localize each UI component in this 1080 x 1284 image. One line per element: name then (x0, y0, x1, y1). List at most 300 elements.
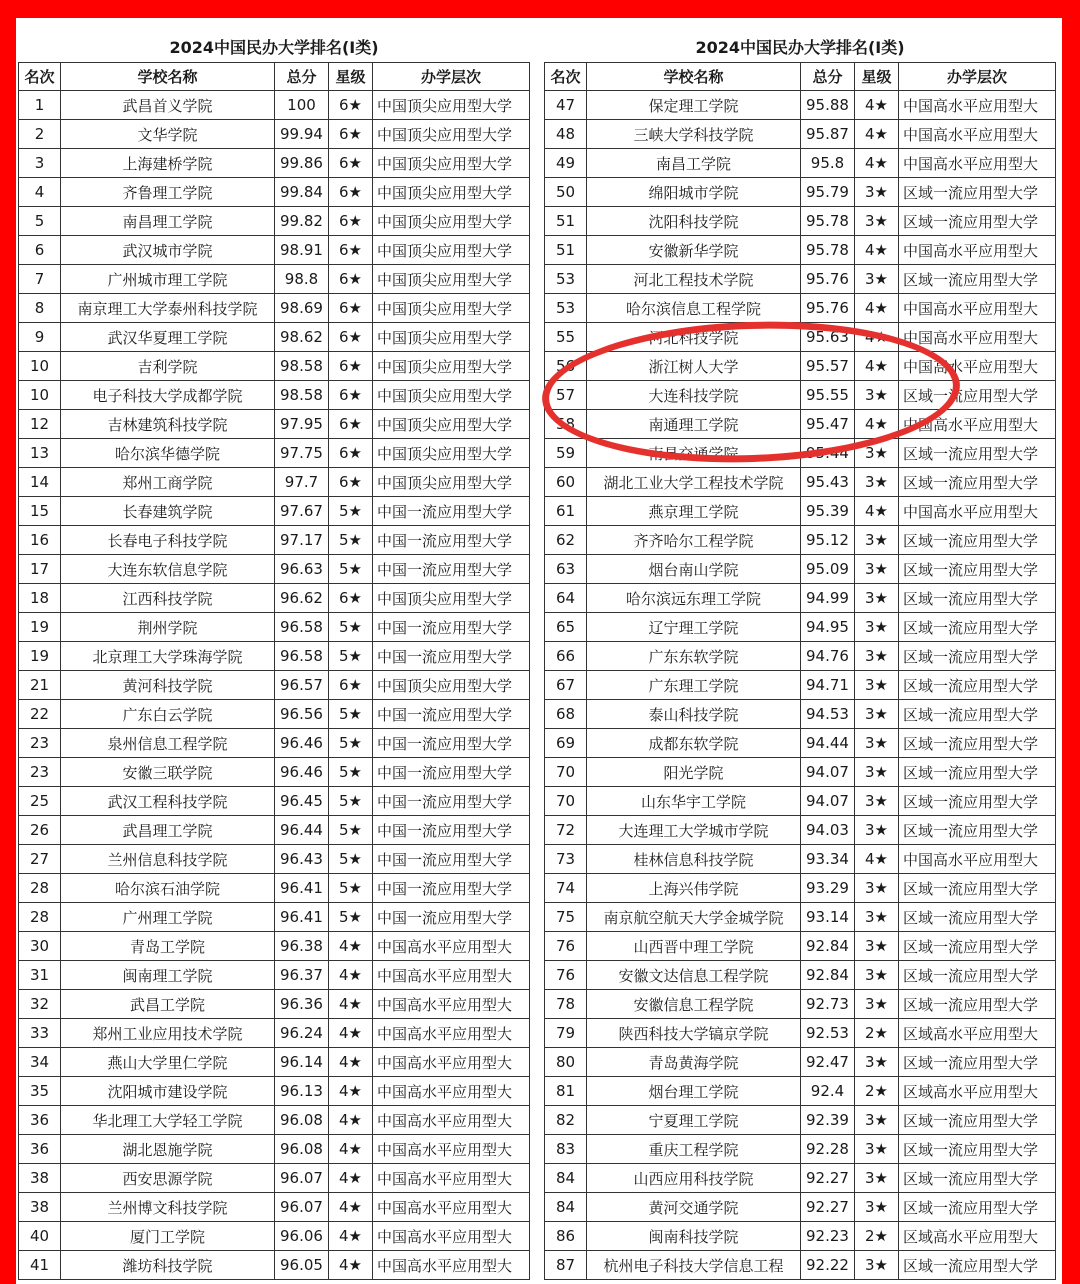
level-cell: 中国一流应用型大学 (372, 497, 530, 526)
score-cell: 96.13 (274, 1077, 328, 1106)
rank-cell: 5 (18, 207, 60, 236)
star-cell: 4★ (854, 845, 898, 874)
level-header: 办学层次 (372, 62, 530, 91)
table-header-row (18, 62, 530, 91)
table-row (544, 758, 1056, 787)
table-row (544, 642, 1056, 671)
star-cell: 6★ (328, 265, 372, 294)
level-cell: 中国高水平应用型大 (898, 120, 1056, 149)
level-cell: 中国顶尖应用型大学 (372, 265, 530, 294)
table-row (18, 642, 530, 671)
star-cell: 4★ (328, 1222, 372, 1251)
school-name-cell: 保定理工学院 (586, 91, 800, 120)
star-cell: 4★ (328, 1193, 372, 1222)
score-cell: 95.09 (800, 555, 854, 584)
star-cell: 3★ (854, 468, 898, 497)
school-name-header: 学校名称 (586, 62, 800, 91)
star-cell: 4★ (854, 352, 898, 381)
school-name-cell: 厦门工学院 (60, 1222, 274, 1251)
table-row (544, 845, 1056, 874)
score-cell: 98.69 (274, 294, 328, 323)
rank-cell: 53 (544, 265, 586, 294)
rank-cell: 81 (544, 1077, 586, 1106)
score-cell: 95.63 (800, 323, 854, 352)
rank-cell: 22 (18, 700, 60, 729)
level-cell: 中国高水平应用型大 (372, 1164, 530, 1193)
school-name-cell: 烟台南山学院 (586, 555, 800, 584)
school-name-cell: 桂林信息科技学院 (586, 845, 800, 874)
score-cell: 96.37 (274, 961, 328, 990)
table-row (544, 410, 1056, 439)
level-cell: 区域一流应用型大学 (898, 439, 1056, 468)
table-row (544, 178, 1056, 207)
table-row (544, 1251, 1056, 1280)
rank-cell: 31 (18, 961, 60, 990)
rank-cell: 57 (544, 381, 586, 410)
table-row (18, 758, 530, 787)
score-cell: 95.44 (800, 439, 854, 468)
rank-cell: 12 (18, 410, 60, 439)
rank-cell: 82 (544, 1106, 586, 1135)
star-cell: 4★ (328, 990, 372, 1019)
table-row (18, 700, 530, 729)
star-cell: 6★ (328, 468, 372, 497)
score-cell: 96.45 (274, 787, 328, 816)
table-row (18, 1077, 530, 1106)
star-cell: 3★ (854, 758, 898, 787)
star-cell: 3★ (854, 729, 898, 758)
rank-cell: 36 (18, 1135, 60, 1164)
star-cell: 4★ (328, 1019, 372, 1048)
score-cell: 95.79 (800, 178, 854, 207)
school-name-cell: 南通理工学院 (586, 410, 800, 439)
level-cell: 中国高水平应用型大 (372, 1019, 530, 1048)
star-cell: 3★ (854, 381, 898, 410)
rank-cell: 67 (544, 671, 586, 700)
school-name-cell: 武昌工学院 (60, 990, 274, 1019)
score-cell: 97.67 (274, 497, 328, 526)
table-row (18, 932, 530, 961)
rank-cell: 51 (544, 236, 586, 265)
school-name-cell: 燕京理工学院 (586, 497, 800, 526)
school-name-cell: 吉林建筑科技学院 (60, 410, 274, 439)
rank-cell: 60 (544, 468, 586, 497)
school-name-cell: 辽宁理工学院 (586, 613, 800, 642)
table-row (544, 323, 1056, 352)
score-cell: 94.44 (800, 729, 854, 758)
score-cell: 95.76 (800, 294, 854, 323)
school-name-cell: 山东华宇工学院 (586, 787, 800, 816)
score-cell: 92.27 (800, 1193, 854, 1222)
table-row (18, 352, 530, 381)
rank-cell: 15 (18, 497, 60, 526)
level-cell: 中国高水平应用型大 (372, 1222, 530, 1251)
table-row (544, 1222, 1056, 1251)
level-cell: 区域高水平应用型大 (898, 1222, 1056, 1251)
score-cell: 94.99 (800, 584, 854, 613)
table-row (544, 584, 1056, 613)
table-row (544, 236, 1056, 265)
school-name-cell: 青岛黄海学院 (586, 1048, 800, 1077)
level-cell: 中国顶尖应用型大学 (372, 294, 530, 323)
table-row (18, 323, 530, 352)
level-cell: 中国顶尖应用型大学 (372, 381, 530, 410)
star-header: 星级 (854, 62, 898, 91)
school-name-cell: 广东理工学院 (586, 671, 800, 700)
level-cell: 区域一流应用型大学 (898, 1106, 1056, 1135)
rank-cell: 2 (18, 120, 60, 149)
rank-cell: 58 (544, 410, 586, 439)
school-name-cell: 阳光学院 (586, 758, 800, 787)
score-cell: 97.95 (274, 410, 328, 439)
score-cell: 93.14 (800, 903, 854, 932)
level-cell: 中国高水平应用型大 (898, 294, 1056, 323)
score-cell: 98.58 (274, 381, 328, 410)
score-cell: 96.06 (274, 1222, 328, 1251)
star-cell: 6★ (328, 178, 372, 207)
score-cell: 92.84 (800, 932, 854, 961)
table-row (544, 990, 1056, 1019)
level-cell: 中国高水平应用型大 (372, 1135, 530, 1164)
table-row (18, 961, 530, 990)
school-name-cell: 闽南理工学院 (60, 961, 274, 990)
rank-cell: 79 (544, 1019, 586, 1048)
level-cell: 区域一流应用型大学 (898, 381, 1056, 410)
score-cell: 93.34 (800, 845, 854, 874)
rank-cell: 65 (544, 613, 586, 642)
level-cell: 中国顶尖应用型大学 (372, 91, 530, 120)
score-cell: 92.27 (800, 1164, 854, 1193)
rank-cell: 75 (544, 903, 586, 932)
score-cell: 92.22 (800, 1251, 854, 1280)
school-name-cell: 齐齐哈尔工程学院 (586, 526, 800, 555)
rank-cell: 55 (544, 323, 586, 352)
level-cell: 区域一流应用型大学 (898, 874, 1056, 903)
score-cell: 94.07 (800, 758, 854, 787)
star-cell: 4★ (854, 323, 898, 352)
table-row (18, 207, 530, 236)
rank-cell: 7 (18, 265, 60, 294)
score-cell: 95.87 (800, 120, 854, 149)
star-cell: 5★ (328, 816, 372, 845)
school-name-cell: 电子科技大学成都学院 (60, 381, 274, 410)
star-cell: 6★ (328, 207, 372, 236)
school-name-cell: 黄河交通学院 (586, 1193, 800, 1222)
school-name-cell: 吉利学院 (60, 352, 274, 381)
rank-cell: 16 (18, 526, 60, 555)
star-cell: 5★ (328, 526, 372, 555)
school-name-cell: 长春建筑学院 (60, 497, 274, 526)
star-cell: 4★ (854, 294, 898, 323)
star-cell: 3★ (854, 1048, 898, 1077)
school-name-cell: 武汉华夏理工学院 (60, 323, 274, 352)
level-cell: 区域一流应用型大学 (898, 1193, 1056, 1222)
school-name-cell: 文华学院 (60, 120, 274, 149)
score-cell: 96.05 (274, 1251, 328, 1280)
rank-cell: 10 (18, 381, 60, 410)
star-cell: 5★ (328, 555, 372, 584)
star-cell: 4★ (328, 1135, 372, 1164)
score-cell: 96.14 (274, 1048, 328, 1077)
school-name-cell: 大连科技学院 (586, 381, 800, 410)
level-cell: 中国高水平应用型大 (372, 1193, 530, 1222)
rank-cell: 80 (544, 1048, 586, 1077)
rank-cell: 76 (544, 961, 586, 990)
rank-cell: 6 (18, 236, 60, 265)
table-row (18, 1048, 530, 1077)
table-row (18, 1019, 530, 1048)
table-row (544, 1193, 1056, 1222)
level-cell: 中国一流应用型大学 (372, 903, 530, 932)
star-cell: 5★ (328, 758, 372, 787)
school-name-cell: 哈尔滨石油学院 (60, 874, 274, 903)
table-row (544, 381, 1056, 410)
table-row (18, 1251, 530, 1280)
school-name-cell: 武昌理工学院 (60, 816, 274, 845)
level-cell: 中国一流应用型大学 (372, 613, 530, 642)
level-cell: 中国高水平应用型大 (898, 497, 1056, 526)
ranking-table-right (544, 18, 1056, 1280)
school-name-cell: 黄河科技学院 (60, 671, 274, 700)
school-name-cell: 安徽文达信息工程学院 (586, 961, 800, 990)
star-cell: 4★ (854, 91, 898, 120)
level-cell: 中国高水平应用型大 (372, 932, 530, 961)
school-name-cell: 南昌工学院 (586, 149, 800, 178)
rank-cell: 84 (544, 1193, 586, 1222)
score-cell: 97.17 (274, 526, 328, 555)
score-cell: 92.84 (800, 961, 854, 990)
rank-cell: 19 (18, 642, 60, 671)
level-cell: 中国高水平应用型大 (372, 961, 530, 990)
level-cell: 区域一流应用型大学 (898, 932, 1056, 961)
level-cell: 区域一流应用型大学 (898, 903, 1056, 932)
rank-cell: 83 (544, 1135, 586, 1164)
school-name-cell: 青岛工学院 (60, 932, 274, 961)
school-name-cell: 南昌交通学院 (586, 439, 800, 468)
level-cell: 中国一流应用型大学 (372, 729, 530, 758)
star-cell: 3★ (854, 1106, 898, 1135)
rank-cell: 73 (544, 845, 586, 874)
score-cell: 97.75 (274, 439, 328, 468)
table-row (18, 265, 530, 294)
star-header: 星级 (328, 62, 372, 91)
score-cell: 96.36 (274, 990, 328, 1019)
table-row (18, 120, 530, 149)
level-cell: 中国顶尖应用型大学 (372, 671, 530, 700)
rank-cell: 49 (544, 149, 586, 178)
level-cell: 中国高水平应用型大 (898, 323, 1056, 352)
rank-cell: 38 (18, 1193, 60, 1222)
school-name-cell: 湖北工业大学工程技术学院 (586, 468, 800, 497)
star-cell: 3★ (854, 642, 898, 671)
table-row (544, 787, 1056, 816)
school-name-cell: 沈阳科技学院 (586, 207, 800, 236)
score-cell: 96.57 (274, 671, 328, 700)
school-name-cell: 上海兴伟学院 (586, 874, 800, 903)
score-cell: 92.4 (800, 1077, 854, 1106)
level-cell: 中国顶尖应用型大学 (372, 149, 530, 178)
school-name-cell: 广东白云学院 (60, 700, 274, 729)
star-cell: 2★ (854, 1077, 898, 1106)
level-cell: 中国顶尖应用型大学 (372, 323, 530, 352)
level-header: 办学层次 (898, 62, 1056, 91)
school-name-cell: 哈尔滨远东理工学院 (586, 584, 800, 613)
school-name-cell: 南京理工大学泰州科技学院 (60, 294, 274, 323)
star-cell: 4★ (854, 236, 898, 265)
score-cell: 98.58 (274, 352, 328, 381)
table-row (544, 555, 1056, 584)
score-cell: 95.57 (800, 352, 854, 381)
rank-cell: 56 (544, 352, 586, 381)
rank-cell: 72 (544, 816, 586, 845)
score-cell: 96.46 (274, 758, 328, 787)
star-cell: 6★ (328, 584, 372, 613)
table-row (18, 1135, 530, 1164)
school-name-header: 学校名称 (60, 62, 274, 91)
level-cell: 中国高水平应用型大 (898, 91, 1056, 120)
rank-cell: 23 (18, 758, 60, 787)
table-row (544, 903, 1056, 932)
ranking-sheet (16, 18, 1062, 1284)
score-cell: 96.63 (274, 555, 328, 584)
level-cell: 区域一流应用型大学 (898, 613, 1056, 642)
rank-header: 名次 (544, 62, 586, 91)
school-name-cell: 河北科技学院 (586, 323, 800, 352)
school-name-cell: 广东东软学院 (586, 642, 800, 671)
star-cell: 6★ (328, 323, 372, 352)
school-name-cell: 燕山大学里仁学院 (60, 1048, 274, 1077)
table-title: 2024中国民办大学排名(I类) (695, 38, 905, 57)
table-row (18, 990, 530, 1019)
table-row (18, 584, 530, 613)
star-cell: 4★ (854, 120, 898, 149)
school-name-cell: 荆州学院 (60, 613, 274, 642)
table-row (544, 932, 1056, 961)
rank-cell: 63 (544, 555, 586, 584)
table-row (18, 1106, 530, 1135)
score-cell: 96.38 (274, 932, 328, 961)
table-row (544, 1106, 1056, 1135)
score-cell: 93.29 (800, 874, 854, 903)
level-cell: 中国一流应用型大学 (372, 874, 530, 903)
school-name-cell: 兰州信息科技学院 (60, 845, 274, 874)
score-cell: 95.88 (800, 91, 854, 120)
table-row (18, 410, 530, 439)
rank-header: 名次 (18, 62, 60, 91)
level-cell: 中国高水平应用型大 (372, 1106, 530, 1135)
level-cell: 区域一流应用型大学 (898, 526, 1056, 555)
school-name-cell: 郑州工商学院 (60, 468, 274, 497)
star-cell: 4★ (328, 1048, 372, 1077)
score-cell: 96.08 (274, 1106, 328, 1135)
rank-cell: 51 (544, 207, 586, 236)
level-cell: 中国一流应用型大学 (372, 555, 530, 584)
level-cell: 区域高水平应用型大 (898, 1077, 1056, 1106)
score-cell: 94.07 (800, 787, 854, 816)
level-cell: 中国一流应用型大学 (372, 526, 530, 555)
school-name-cell: 江西科技学院 (60, 584, 274, 613)
score-cell: 95.55 (800, 381, 854, 410)
school-name-cell: 成都东软学院 (586, 729, 800, 758)
level-cell: 中国一流应用型大学 (372, 642, 530, 671)
star-cell: 3★ (854, 874, 898, 903)
star-cell: 6★ (328, 381, 372, 410)
table-row (544, 1019, 1056, 1048)
star-cell: 3★ (854, 178, 898, 207)
star-cell: 4★ (328, 1106, 372, 1135)
score-header: 总分 (274, 62, 328, 91)
star-cell: 4★ (328, 961, 372, 990)
star-cell: 3★ (854, 816, 898, 845)
rank-cell: 68 (544, 700, 586, 729)
school-name-cell: 杭州电子科技大学信息工程 (586, 1251, 800, 1280)
table-row (544, 352, 1056, 381)
score-cell: 95.47 (800, 410, 854, 439)
star-cell: 6★ (328, 439, 372, 468)
score-cell: 92.39 (800, 1106, 854, 1135)
score-header: 总分 (800, 62, 854, 91)
score-cell: 94.71 (800, 671, 854, 700)
score-cell: 92.23 (800, 1222, 854, 1251)
school-name-cell: 陕西科技大学镐京学院 (586, 1019, 800, 1048)
table-row (544, 1164, 1056, 1193)
score-cell: 95.39 (800, 497, 854, 526)
table-row (544, 729, 1056, 758)
star-cell: 2★ (854, 1019, 898, 1048)
rank-cell: 70 (544, 787, 586, 816)
score-cell: 94.03 (800, 816, 854, 845)
rank-cell: 66 (544, 642, 586, 671)
star-cell: 3★ (854, 265, 898, 294)
score-cell: 95.78 (800, 207, 854, 236)
score-cell: 98.62 (274, 323, 328, 352)
table-row (18, 1193, 530, 1222)
table-row (18, 91, 530, 120)
table-row (544, 1135, 1056, 1164)
rank-cell: 41 (18, 1251, 60, 1280)
star-cell: 3★ (854, 1135, 898, 1164)
star-cell: 4★ (328, 1164, 372, 1193)
rank-cell: 84 (544, 1164, 586, 1193)
school-name-cell: 泰山科技学院 (586, 700, 800, 729)
table-row (18, 787, 530, 816)
star-cell: 3★ (854, 526, 898, 555)
level-cell: 中国顶尖应用型大学 (372, 178, 530, 207)
score-cell: 96.46 (274, 729, 328, 758)
school-name-cell: 安徽三联学院 (60, 758, 274, 787)
table-row (18, 497, 530, 526)
star-cell: 3★ (854, 990, 898, 1019)
school-name-cell: 武汉工程科技学院 (60, 787, 274, 816)
score-cell: 97.7 (274, 468, 328, 497)
ranking-table-left (18, 18, 530, 1280)
level-cell: 区域一流应用型大学 (898, 1164, 1056, 1193)
level-cell: 中国顶尖应用型大学 (372, 352, 530, 381)
table-row (18, 149, 530, 178)
level-cell: 区域一流应用型大学 (898, 816, 1056, 845)
star-cell: 3★ (854, 932, 898, 961)
level-cell: 中国高水平应用型大 (372, 1077, 530, 1106)
level-cell: 中国顶尖应用型大学 (372, 468, 530, 497)
star-cell: 5★ (328, 874, 372, 903)
level-cell: 中国顶尖应用型大学 (372, 410, 530, 439)
rank-cell: 34 (18, 1048, 60, 1077)
score-cell: 94.76 (800, 642, 854, 671)
rank-cell: 64 (544, 584, 586, 613)
rank-cell: 10 (18, 352, 60, 381)
star-cell: 5★ (328, 497, 372, 526)
school-name-cell: 广州理工学院 (60, 903, 274, 932)
